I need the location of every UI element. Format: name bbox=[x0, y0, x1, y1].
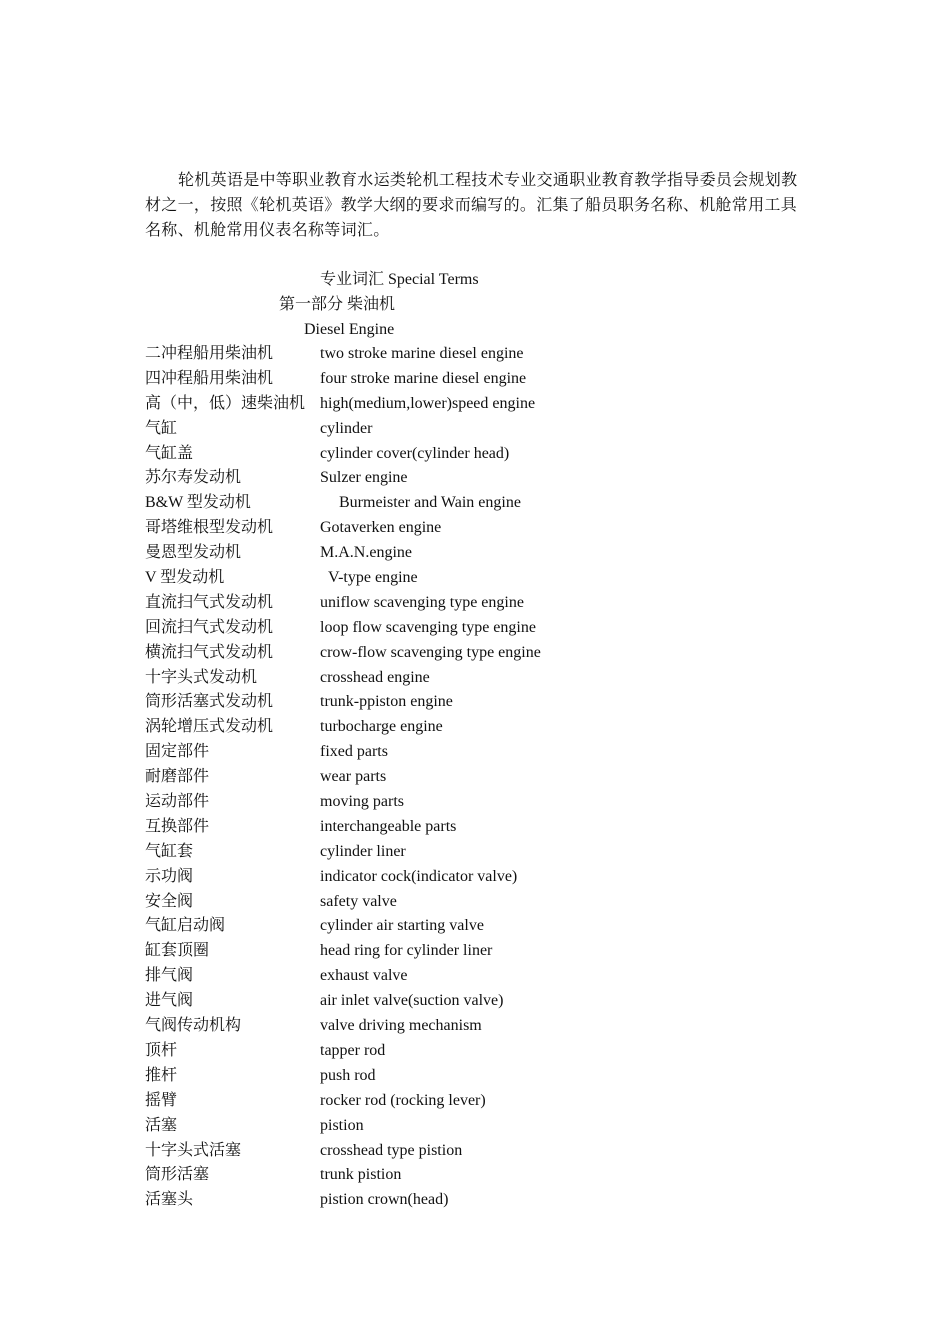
term-row bbox=[145, 964, 745, 989]
term-chinese: 推杆 bbox=[145, 1066, 178, 1084]
term-row bbox=[145, 765, 745, 790]
section-heading: 专业词汇 Special Terms bbox=[320, 271, 479, 288]
term-row bbox=[145, 815, 745, 840]
term-english: high(medium,lower)speed engine bbox=[320, 394, 536, 412]
term-english: crosshead engine bbox=[320, 668, 430, 686]
term-row bbox=[145, 1089, 745, 1114]
term-english: Sulzer engine bbox=[320, 469, 408, 487]
term-row bbox=[145, 914, 745, 939]
term-chinese: V 型发动机 bbox=[145, 569, 225, 587]
term-chinese: 排气阀 bbox=[145, 967, 194, 985]
term-english: crosshead type pistion bbox=[320, 1141, 463, 1159]
term-row bbox=[145, 591, 745, 616]
term-chinese: 安全阀 bbox=[145, 892, 194, 910]
term-row bbox=[145, 392, 745, 417]
term-chinese: 四冲程船用柴油机 bbox=[145, 369, 274, 387]
term-english: Gotaverken engine bbox=[320, 519, 442, 537]
term-row bbox=[145, 516, 745, 541]
term-english: loop flow scavenging type engine bbox=[320, 618, 536, 636]
term-english: cylinder bbox=[320, 419, 373, 437]
term-chinese: 运动部件 bbox=[145, 793, 210, 811]
term-row bbox=[145, 417, 745, 442]
term-english: valve driving mechanism bbox=[320, 1017, 482, 1035]
term-row bbox=[145, 342, 745, 367]
term-row bbox=[145, 1064, 745, 1089]
term-row bbox=[145, 1014, 745, 1039]
term-chinese: 缸套顶圈 bbox=[145, 942, 210, 960]
term-english: trunk-ppiston engine bbox=[320, 693, 453, 711]
term-row bbox=[145, 740, 745, 765]
term-chinese: 气缸启动阀 bbox=[145, 917, 226, 935]
term-chinese: B&W 型发动机 bbox=[145, 494, 251, 512]
term-english: exhaust valve bbox=[320, 967, 408, 985]
term-english: uniflow scavenging type engine bbox=[320, 593, 524, 611]
term-chinese: 直流扫气式发动机 bbox=[145, 593, 274, 611]
term-chinese: 十字头式发动机 bbox=[145, 668, 258, 686]
term-chinese: 耐磨部件 bbox=[145, 768, 210, 786]
term-english: trunk pistion bbox=[320, 1166, 402, 1184]
term-row bbox=[145, 566, 745, 591]
term-english: V-type engine bbox=[328, 569, 418, 587]
term-chinese: 气缸套 bbox=[145, 842, 194, 860]
term-chinese: 摇臂 bbox=[145, 1091, 178, 1109]
term-english: four stroke marine diesel engine bbox=[320, 369, 527, 387]
term-chinese: 气缸 bbox=[145, 419, 178, 437]
term-row bbox=[145, 715, 745, 740]
term-chinese: 活塞 bbox=[145, 1116, 178, 1134]
term-english: cylinder liner bbox=[320, 842, 406, 860]
term-english: Burmeister and Wain engine bbox=[339, 494, 521, 512]
term-row bbox=[145, 840, 745, 865]
term-english: cylinder cover(cylinder head) bbox=[320, 444, 510, 462]
term-row bbox=[145, 1188, 745, 1213]
term-english: turbocharge engine bbox=[320, 718, 443, 736]
term-english: crow-flow scavenging type engine bbox=[320, 643, 541, 661]
term-chinese: 顶杆 bbox=[145, 1041, 178, 1059]
term-english: pistion crown(head) bbox=[320, 1191, 449, 1209]
term-row bbox=[145, 1114, 745, 1139]
term-english: tapper rod bbox=[320, 1041, 386, 1059]
part-heading-english: Diesel Engine bbox=[304, 321, 395, 338]
term-chinese: 哥塔维根型发动机 bbox=[145, 519, 274, 537]
term-chinese: 涡轮增压式发动机 bbox=[145, 718, 274, 736]
term-english: indicator cock(indicator valve) bbox=[320, 867, 518, 885]
term-english: rocker rod (rocking lever) bbox=[320, 1091, 486, 1109]
term-english: interchangeable parts bbox=[320, 817, 457, 835]
term-row bbox=[145, 491, 745, 516]
term-row bbox=[145, 790, 745, 815]
term-chinese: 高（中，低）速柴油机 bbox=[145, 394, 306, 412]
term-chinese: 气缸盖 bbox=[145, 444, 194, 462]
term-english: air inlet valve(suction valve) bbox=[320, 992, 504, 1010]
term-row bbox=[145, 939, 745, 964]
term-chinese: 互换部件 bbox=[145, 817, 210, 835]
term-row bbox=[145, 367, 745, 392]
term-row bbox=[145, 466, 745, 491]
term-row bbox=[145, 541, 745, 566]
term-chinese: 进气阀 bbox=[145, 992, 194, 1010]
term-chinese: 筒形活塞 bbox=[145, 1166, 210, 1184]
term-row bbox=[145, 666, 745, 691]
term-chinese: 固定部件 bbox=[145, 743, 210, 761]
term-english: pistion bbox=[320, 1116, 364, 1134]
term-chinese: 气阀传动机构 bbox=[145, 1017, 242, 1035]
term-chinese: 十字头式活塞 bbox=[145, 1141, 242, 1159]
term-english: moving parts bbox=[320, 793, 404, 811]
term-chinese: 活塞头 bbox=[145, 1191, 194, 1209]
term-chinese: 横流扫气式发动机 bbox=[145, 643, 274, 661]
term-english: M.A.N.engine bbox=[320, 544, 412, 562]
term-chinese: 回流扫气式发动机 bbox=[145, 618, 274, 636]
term-row bbox=[145, 1039, 745, 1064]
term-english: two stroke marine diesel engine bbox=[320, 345, 524, 362]
term-english: cylinder air starting valve bbox=[320, 917, 484, 935]
term-row bbox=[145, 1139, 745, 1164]
term-row bbox=[145, 890, 745, 915]
term-chinese: 二冲程船用柴油机 bbox=[145, 345, 274, 362]
term-list bbox=[145, 342, 745, 1213]
intro-paragraph: 轮机英语是中等职业教育水运类轮机工程技术专业交通职业教育教学指导委员会规划教材之一，按照《轮机英语》教学大纲的要求而编写的。汇集了船员职务名称、机舱常用工具名称、机舱常用仪表名称等词汇。 bbox=[145, 172, 798, 239]
term-row bbox=[145, 989, 745, 1014]
term-row bbox=[145, 442, 745, 467]
term-row bbox=[145, 616, 745, 641]
term-chinese: 曼恩型发动机 bbox=[145, 544, 242, 562]
part-heading: 第一部分 柴油机 bbox=[279, 296, 396, 313]
term-row bbox=[145, 865, 745, 890]
term-english: head ring for cylinder liner bbox=[320, 942, 493, 960]
term-english: safety valve bbox=[320, 892, 397, 910]
term-chinese: 筒形活塞式发动机 bbox=[145, 693, 274, 711]
term-english: push rod bbox=[320, 1066, 376, 1084]
term-row bbox=[145, 1163, 745, 1188]
term-row bbox=[145, 690, 745, 715]
term-english: fixed parts bbox=[320, 743, 388, 761]
term-chinese: 示功阀 bbox=[145, 867, 194, 885]
term-chinese: 苏尔寿发动机 bbox=[145, 469, 242, 487]
term-row bbox=[145, 641, 745, 666]
term-english: wear parts bbox=[320, 768, 387, 786]
